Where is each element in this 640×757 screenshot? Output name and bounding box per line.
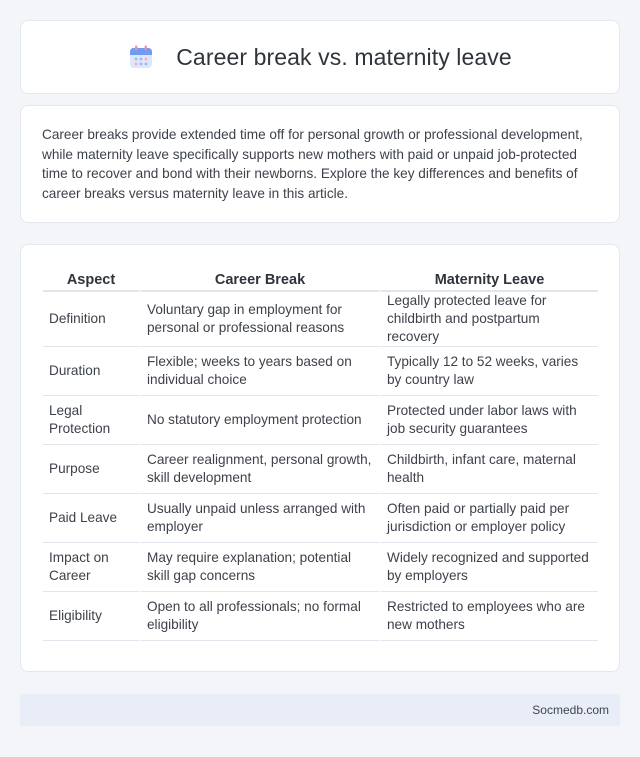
row-maternity-leave: Restricted to employees who are new mothers (379, 592, 598, 641)
row-career-break: Flexible; weeks to years based on individual choice (139, 347, 379, 396)
page-title: Career break vs. maternity leave (176, 43, 512, 70)
row-maternity-leave: Childbirth, infant care, maternal health (379, 445, 598, 494)
title-wrap (128, 44, 512, 71)
table-row (43, 396, 598, 445)
footer (20, 694, 620, 726)
row-aspect: Duration (43, 347, 139, 396)
header-maternity-leave: Maternity Leave (379, 265, 598, 292)
table-row (43, 494, 598, 543)
intro-paragraph: Career breaks provide extended time off for personal growth or professional development, while maternity leave specifically supports new mothers with paid or unpaid job-protected time to recover and bond with their newborns. Explore the key differences and benefits of career breaks versus maternity leave in this article. (42, 127, 583, 201)
row-career-break: Career realignment, personal growth, skill development (139, 445, 379, 494)
row-maternity-leave: Typically 12 to 52 weeks, varies by country law (379, 347, 598, 396)
row-career-break: Voluntary gap in employment for personal or professional reasons (139, 292, 379, 347)
row-aspect: Purpose (43, 445, 139, 494)
footer-site-link[interactable]: Socmedb.com (532, 703, 609, 717)
table-row (43, 445, 598, 494)
header-aspect: Aspect (43, 265, 139, 292)
title-card (20, 20, 620, 94)
comparison-table (43, 265, 598, 641)
row-maternity-leave: Protected under labor laws with job security guarantees (379, 396, 598, 445)
row-aspect: Eligibility (43, 592, 139, 641)
row-maternity-leave: Widely recognized and supported by employers (379, 543, 598, 592)
row-maternity-leave: Legally protected leave for childbirth and postpartum recovery (379, 292, 598, 347)
comparison-card (20, 244, 620, 672)
table-row (43, 543, 598, 592)
row-career-break: Usually unpaid unless arranged with employer (139, 494, 379, 543)
table-row (43, 347, 598, 396)
table-row (43, 592, 598, 641)
header-career-break: Career Break (139, 265, 379, 292)
row-career-break: No statutory employment protection (139, 396, 379, 445)
row-aspect: Definition (43, 292, 139, 347)
table-header-row (43, 265, 598, 292)
row-aspect: Paid Leave (43, 494, 139, 543)
row-maternity-leave: Often paid or partially paid per jurisdiction or employer policy (379, 494, 598, 543)
row-aspect: Impact on Career (43, 543, 139, 592)
intro-card (20, 105, 620, 223)
calendar-icon (128, 44, 154, 70)
row-career-break: Open to all professionals; no formal eligibility (139, 592, 379, 641)
table-row (43, 292, 598, 347)
row-aspect: Legal Protection (43, 396, 139, 445)
row-career-break: May require explanation; potential skill gap concerns (139, 543, 379, 592)
